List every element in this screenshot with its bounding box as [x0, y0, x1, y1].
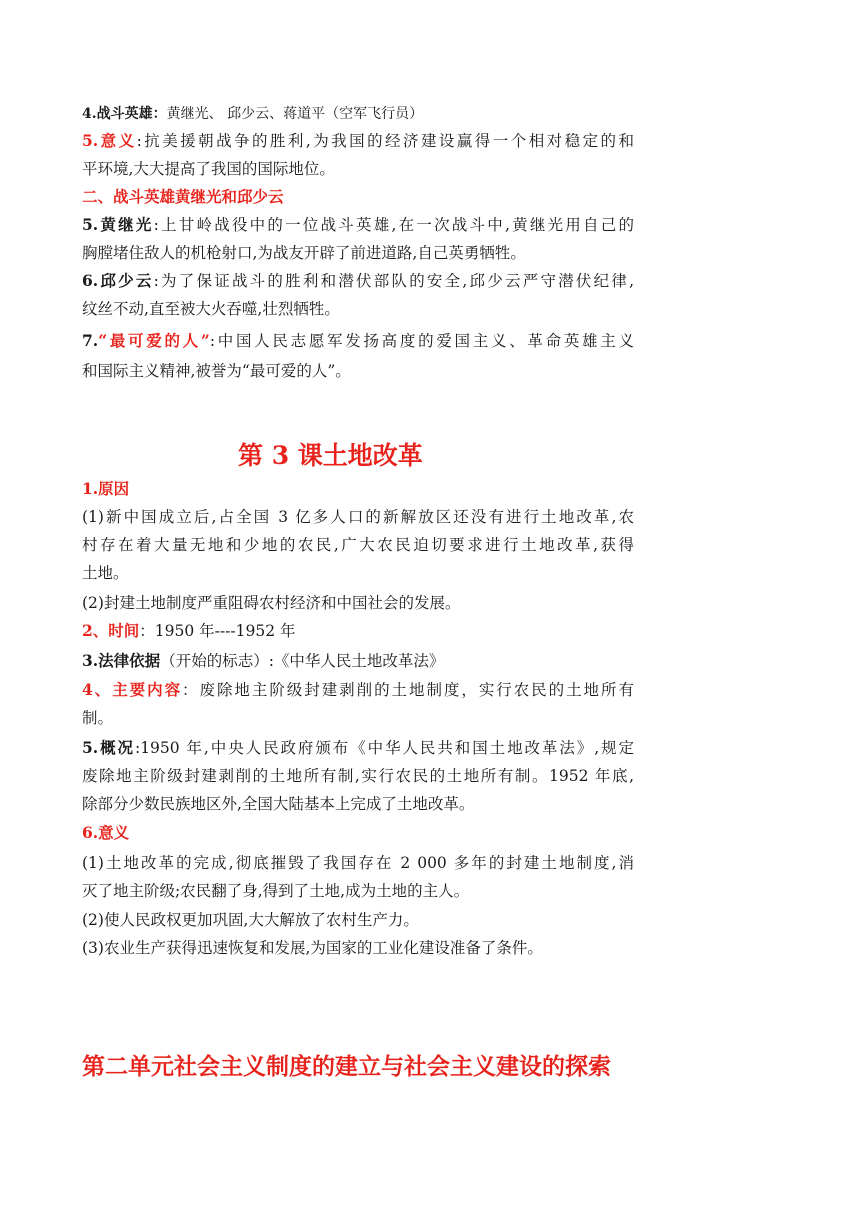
qiu-label: 6.邱少云: [82, 271, 154, 290]
cause-line-1: (1)新中国成立后,占全国 3 亿多人口的新解放区还没有进行土地改革,农: [82, 508, 634, 526]
heroes-text: 黄继光、 邱少云、蒋道平（空军飞行员）: [166, 106, 424, 122]
significance-item-1a: (1)土地改革的完成,彻底摧毁了我国存在 2 000 多年的封建土地制度,消: [82, 854, 634, 872]
time-label: 2、时间: [82, 621, 140, 640]
huang-line-2: 胸膛堵住敌人的机枪射口,为战友开辟了前进道路,自己英勇牺牲。: [82, 244, 526, 262]
loveliest-line-1: 7.“最可爱的人”:中国人民志愿军发扬高度的爱国主义、革命英雄主义: [82, 331, 634, 350]
overview-label: 5.概况: [82, 738, 135, 757]
cause-line-2: 村存在着大量无地和少地的农民,广大农民迫切要求进行土地改革,获得: [82, 536, 634, 554]
overview-line-1: 5.概况:1950 年,中央人民政府颁布《中华人民共和国土地改革法》,规定: [82, 738, 634, 757]
significance-item-2: (2)使人民政权更加巩固,大大解放了农村生产力。: [82, 911, 419, 929]
content-line-2: 制。: [82, 709, 114, 727]
law-label: 3.法律依据: [82, 651, 161, 670]
significance-heading: 6.意义: [82, 823, 130, 842]
cause-line-4: (2)封建土地制度严重阻碍农村经济和中国社会的发展。: [82, 594, 461, 612]
cause-heading: 1.原因: [82, 479, 130, 498]
qiu-line-1: 6.邱少云:为了保证战斗的胜利和潜伏部队的安全,邱少云严守潜伏纪律,: [82, 271, 635, 290]
loveliest-label: “最可爱的人”: [98, 331, 210, 350]
significance-item-1b: 灭了地主阶级;农民翻了身,得到了土地,成为土地的主人。: [82, 882, 470, 900]
section-heading-heroes: 二、战斗英雄黄继光和邱少云: [82, 187, 284, 206]
overview-line-3: 除部分少数民族地区外,全国大陆基本上完成了土地改革。: [82, 795, 475, 813]
heroes-line: [82, 103, 423, 125]
content-line-1: 4、主要内容：废除地主阶级封建剥削的土地制度，实行农民的土地所有: [82, 680, 634, 699]
time-line: 2、时间：1950 年----1952 年: [82, 621, 296, 640]
law-line: 3.法律依据（开始的标志）:《中华人民土地改革法》: [82, 651, 445, 670]
qiu-line-2: 纹丝不动,直至被大火吞噬,壮烈牺牲。: [82, 300, 340, 318]
cause-line-3: 土地。: [82, 564, 129, 582]
content-label: 4、主要内容: [82, 680, 183, 699]
heroes-label: 4.战斗英雄：: [82, 106, 167, 122]
unit-title: 第二单元社会主义制度的建立与社会主义建设的探索: [82, 1053, 611, 1080]
lesson-title: 第 3 课土地改革: [238, 441, 423, 470]
significance-label: 5.意义: [82, 131, 137, 150]
huang-line-1: 5.黄继光:上甘岭战役中的一位战斗英雄,在一次战斗中,黄继光用自己的: [82, 215, 634, 234]
overview-line-2: 废除地主阶级封建剥削的土地所有制,实行农民的土地所有制。1952 年底,: [82, 767, 634, 785]
huang-label: 5.黄继光: [82, 215, 154, 234]
significance-item-3: (3)农业生产获得迅速恢复和发展,为国家的工业化建设准备了条件。: [82, 939, 543, 957]
loveliest-line-2: 和国际主义精神,被誉为“最可爱的人”。: [82, 362, 351, 380]
significance-line-2: 平环境,大大提高了我国的国际地位。: [82, 160, 335, 178]
significance-line-1: 5.意义:抗美援朝战争的胜利,为我国的经济建设赢得一个相对稳定的和: [82, 131, 635, 150]
